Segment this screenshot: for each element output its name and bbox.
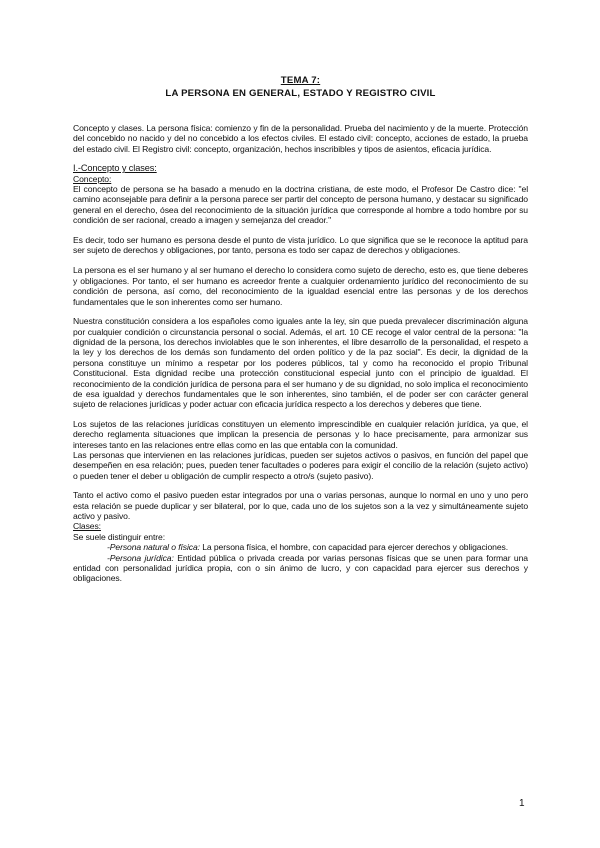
document-body [73,74,528,584]
list-item-persona-juridica [73,553,528,584]
section-heading: I.-Concepto y clases: [73,163,157,174]
document-title [73,74,528,100]
paragraph-constitucion: Nuestra constitución considera a los españoles como iguales ante la ley, sin que pueda prevalecer discriminación alguna por cualquier condición o circunstancia personal o social. Además, el art. 10 CE recoge el valor central de la persona: "la dignidad de la persona, los derechos inviolables que le son inherentes, el libre desarrollo de la personalidad, el respeto a la ley y los derechos de los demás son fundamento del orden político y de la paz social". Es decir, la dignidad de la persona constituye un mínimo a respetar por los poderes públicos, tal y como ha reconocido el propio Tribunal Constitucional. Esta dignidad recibe una protección constitucional especial junto con el principio de igualdad. El reconocimiento de la condición jurídica de persona para el ser humano y de su dignidad, no solo implica el reconocimiento de esa igualdad y derechos fundamentales que le son inherentes, sino también, el de poder ser con carácter general sujeto de relaciones jurídicas y poder actuar con eficacia jurídica respecto a los derechos y deberes que tiene. [73,316,528,410]
topic-number: TEMA 7: [280,75,321,86]
item-term: -Persona jurídica: [107,552,174,563]
clases-intro: Se suele distinguir entre: [73,531,165,542]
page-number: 1 [519,798,525,809]
paragraph-sujetos: Los sujetos de las relaciones jurídicas constituyen un elemento imprescindible en cualquier relación jurídica, ya que, el derecho reglamenta situaciones que implican la presencia de personas y lo hace precisamente, para armonizar sus intereses tanto en las relaciones entre ellas como en las que entabla con la comunidad. [73,418,528,450]
paragraph-activo-pasivo: Tanto el activo como el pasivo pueden estar integrados por una o varias personas, aunque lo normal en uno y uno pero esta relación se puede duplicar y ser bilateral, por lo que, cada uno de los sujetos son a la vez y simultáneamente sujeto activo y pasivo. [73,490,528,521]
concepto-label: Concepto: [73,173,112,184]
topic-summary: Concepto y clases. La persona física: comienzo y fin de la personalidad. Prueba del nacimiento y de la muerte. Protección del concebido no nacido y del no concebido a los efectos civiles. El estado civil: concepto, acciones de estado, la prueba del estado civil. El Registro civil: concepto, organización, hechos inscribibles y tipos de asientos, eficacia jurídica. [73,123,528,154]
paragraph-ser-humano: La persona es el ser humano y al ser humano el derecho lo considera como sujeto de derecho, esto es, que tiene deberes y obligaciones. Por tanto, el ser humano es acreedor frente a cualquier ordenamiento jurídico del reconocimiento de su condición de persona, así como, del reconocimiento de la igualdad esencial entre las personas y de los derechos fundamentales que le son inherentes como ser humano. [73,265,528,307]
clases-label: Clases: [73,521,101,532]
paragraph-activos-pasivos: Las personas que intervienen en las relaciones jurídicas, pueden ser sujetos activos o pasivos, en función del papel que desempeñen en esa relación; pues, pueden tener facultades o poderes para exigir el concilio de la relación (sujeto activo) o pueden tener el deber u obligación de cumplir respecto a otro/s (sujeto pasivo). [73,449,528,481]
paragraph-persona-juridica: Es decir, todo ser humano es persona desde el punto de vista jurídico. Lo que significa que se le reconoce la aptitud para ser sujeto de derechos y obligaciones, por tanto, persona es todo ser capaz de derechos y obligaciones. [73,234,528,256]
item-term: -Persona natural o física: [107,542,200,553]
item-text: La persona física, el hombre, con capacidad para ejercer derechos y obligaciones. [199,542,508,553]
paragraph-concepto: El concepto de persona se ha basado a menudo en la doctrina cristiana, de este modo, el Profesor De Castro dice: "el camino aconsejable para definir a la persona parece ser partir del concepto de persona humano, y destacar su significado general en el derecho, ósea del reconocimiento de la situación jurídica que corresponde al hombre a todo hombre por su condición de ser racional, creado a imagen y semejanza del creador." [73,184,528,226]
list-item-persona-fisica [73,542,528,552]
topic-title: LA PERSONA EN GENERAL, ESTADO Y REGISTRO CIVIL [165,88,436,99]
item-text: Entidad pública o privada creada por varias personas físicas que se unen para formar una entidad con personalidad jurídica propia, con o sin ánimo de lucro, y con capacidad para ejercer sus derechos y obligaciones. [73,552,528,584]
